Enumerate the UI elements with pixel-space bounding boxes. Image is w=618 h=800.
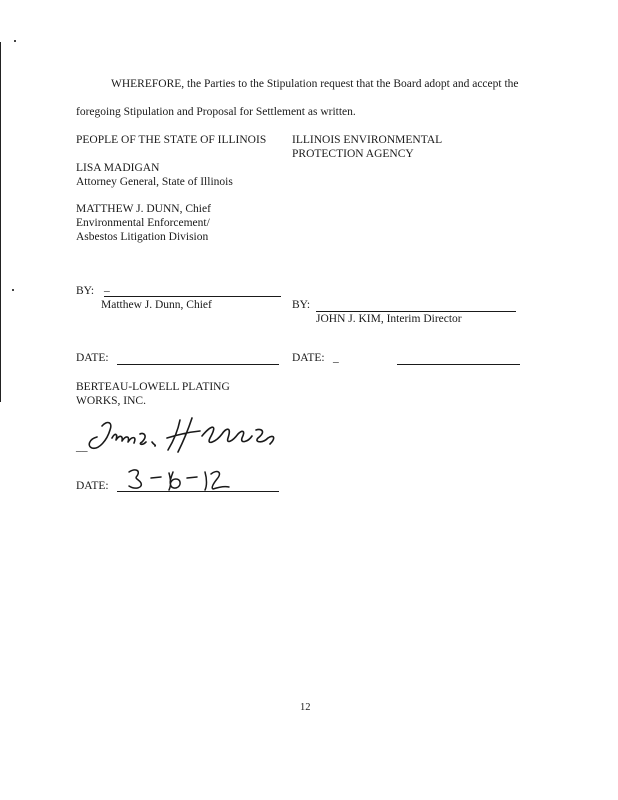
left-by-label: BY:	[76, 285, 95, 297]
page-number: 12	[300, 702, 311, 713]
scan-margin-line	[0, 42, 1, 402]
right-signature-line	[316, 311, 516, 312]
left-signer-name: Matthew J. Dunn, Chief	[101, 299, 212, 311]
right-party-heading-line-2: PROTECTION AGENCY	[292, 148, 414, 160]
chief-title-line-2: Asbestos Litigation Division	[76, 231, 209, 243]
right-signer-name: JOHN J. KIM, Interim Director	[316, 313, 462, 325]
company-name-line-1: BERTEAU-LOWELL PLATING	[76, 381, 230, 393]
left-date-label: DATE:	[76, 352, 109, 364]
ag-title: Attorney General, State of Illinois	[76, 176, 233, 188]
right-date-line	[397, 364, 520, 365]
chief-title-line-1: Environmental Enforcement/	[76, 217, 210, 229]
intro-paragraph-line-1: WHEREFORE, the Parties to the Stipulation request that the Board adopt and accept the	[111, 78, 519, 90]
company-signature	[82, 412, 292, 462]
ag-name: LISA MADIGAN	[76, 162, 160, 174]
intro-paragraph-line-2: foregoing Stipulation and Proposal for Settlement as written.	[76, 106, 356, 118]
left-party-heading: PEOPLE OF THE STATE OF ILLINOIS	[76, 134, 267, 146]
company-signature-prefix: __	[76, 441, 88, 453]
scan-speck	[12, 289, 14, 291]
company-name-line-2: WORKS, INC.	[76, 395, 146, 407]
right-by-label: BY:	[292, 299, 311, 311]
company-date-label: DATE:	[76, 480, 109, 492]
scan-speck	[14, 40, 16, 42]
right-party-heading-line-1: ILLINOIS ENVIRONMENTAL	[292, 134, 443, 146]
left-by-dash: _	[104, 281, 110, 293]
chief-name: MATTHEW J. DUNN, Chief	[76, 203, 211, 215]
right-date-label: DATE:	[292, 352, 325, 364]
left-signature-line	[104, 296, 281, 297]
left-date-line	[117, 364, 279, 365]
company-date-handwritten	[125, 466, 235, 496]
right-date-dash: _	[333, 352, 339, 364]
